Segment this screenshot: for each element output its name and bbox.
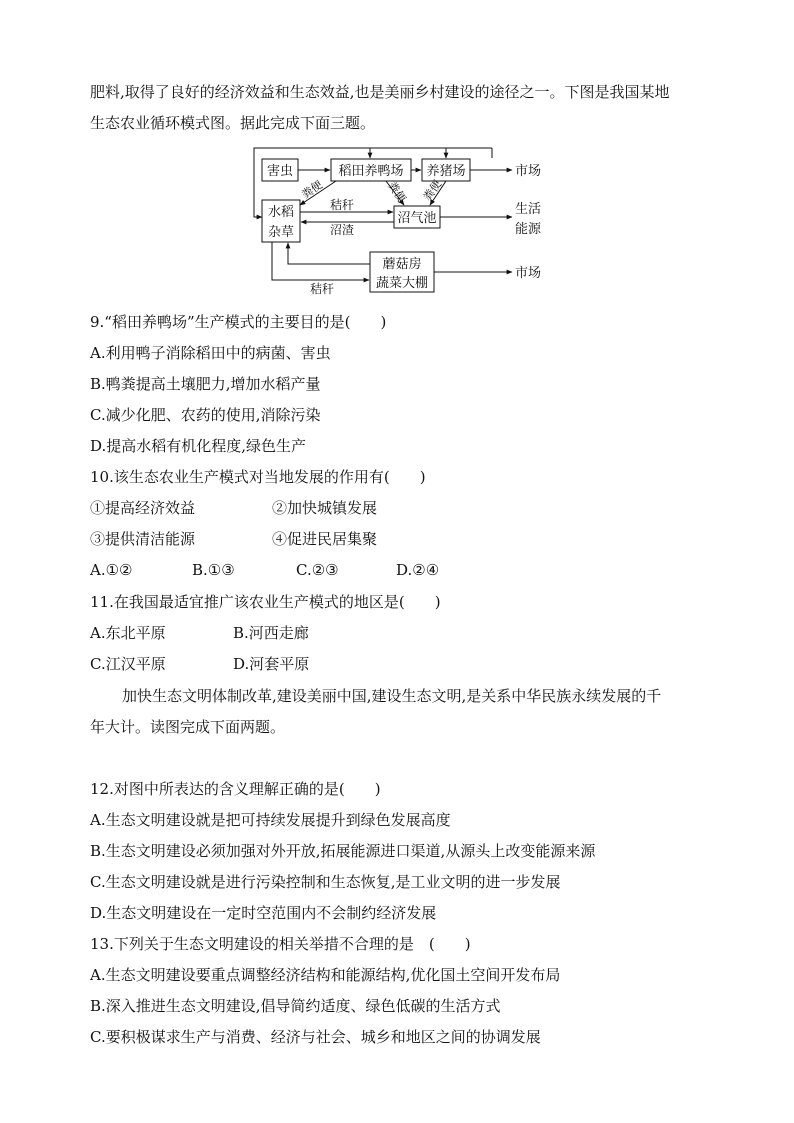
q10-option-b: B.①③ <box>192 561 235 579</box>
passage2-line-2: 年大计。读图完成下面两题。 <box>90 718 286 736</box>
q12-option-c: C.生态文明建设就是进行污染控制和生态恢复,是工业文明的进一步发展 <box>90 873 561 891</box>
q13-option-c: C.要积极谋求生产与消费、经济与社会、城乡和地区之间的协调发展 <box>90 1028 541 1046</box>
q11-option-a: A.东北平原 <box>90 624 166 642</box>
q10-item-2: ②加快城镇发展 <box>272 499 378 517</box>
passage2-line-1: 加快生态文明体制改革,建设美丽中国,建设生态文明,是关系中华民族永续发展的千 <box>122 687 662 705</box>
q9-option-d: D.提高水稻有机化程度,绿色生产 <box>90 437 307 455</box>
pest-label: 害虫 <box>266 164 294 179</box>
weed-label: 杂草 <box>267 225 295 240</box>
intro-line-1: 肥料,取得了良好的经济效益和生态效益,也是美丽乡村建设的途径之一。下图是我国某地 <box>90 83 670 101</box>
market-bottom-label: 市场 <box>515 266 542 281</box>
manure-label-1: 粪便 <box>299 178 325 202</box>
rice-label: 水稻 <box>267 205 295 220</box>
greenhouse-label: 蔬菜大棚 <box>375 276 429 291</box>
q13-option-b: B.深入推进生态文明建设,倡导简约适度、绿色低碳的生活方式 <box>90 997 501 1015</box>
q11-option-b: B.河西走廊 <box>233 624 309 642</box>
q10-item-1: ①提高经济效益 <box>90 499 196 517</box>
q9-option-a: A.利用鸭子消除稻田中的病菌、害虫 <box>90 344 331 362</box>
q9-stem: 9.“稻田养鸭场”生产模式的主要目的是( ) <box>90 313 387 331</box>
energy-label: 能源 <box>515 222 542 237</box>
q10-stem: 10.该生态农业生产模式对当地发展的作用有( ) <box>90 468 426 486</box>
ecological-agriculture-diagram <box>0 0 794 300</box>
life-label: 生活 <box>515 202 542 217</box>
straw-bottom-label: 秸秆 <box>310 282 335 296</box>
manure-label-3: 粪便 <box>420 177 445 204</box>
q9-option-b: B.鸭粪提高土壤肥力,增加水稻产量 <box>90 375 321 393</box>
q12-option-d: D.生态文明建设在一定时空范围内不会制约经济发展 <box>90 904 437 922</box>
q10-item-4: ④促进民居集聚 <box>272 530 378 548</box>
intro-line-2: 生态农业循环模式图。据此完成下面三题。 <box>90 114 376 132</box>
manure-label-2: 粪便 <box>385 179 409 205</box>
q12-option-b: B.生态文明建设必须加强对外开放,拓展能源进口渠道,从源头上改变能源来源 <box>90 842 596 860</box>
duck-farm-label: 稻田养鸭场 <box>338 164 404 179</box>
biogas-label: 沼气池 <box>397 211 437 226</box>
q13-option-a: A.生态文明建设要重点调整经济结构和能源结构,优化国土空间开发布局 <box>90 966 561 984</box>
q10-item-3: ③提供清洁能源 <box>90 530 196 548</box>
q10-option-c: C.②③ <box>296 561 339 579</box>
q11-option-c: C.江汉平原 <box>90 655 166 673</box>
q10-option-d: D.②④ <box>396 561 440 579</box>
straw-mid-label: 秸秆 <box>330 198 355 212</box>
q11-stem: 11.在我国最适宜推广该农业生产模式的地区是( ) <box>90 593 441 611</box>
mushroom-label: 蘑菇房 <box>382 257 422 272</box>
market-top-label: 市场 <box>515 164 542 179</box>
q10-option-a: A.①② <box>90 561 133 579</box>
q12-stem: 12.对图中所表达的含义理解正确的是( ) <box>90 780 381 798</box>
q13-stem: 13.下列关于生态文明建设的相关举措不合理的是 ( ) <box>90 935 471 953</box>
pig-farm-label: 养猪场 <box>426 164 466 179</box>
q11-option-d: D.河套平原 <box>233 655 310 673</box>
residue-label: 沼渣 <box>330 223 355 237</box>
q9-option-c: C.减少化肥、农药的使用,消除污染 <box>90 406 321 424</box>
q12-option-a: A.生态文明建设就是把可持续发展提升到绿色发展高度 <box>90 811 451 829</box>
